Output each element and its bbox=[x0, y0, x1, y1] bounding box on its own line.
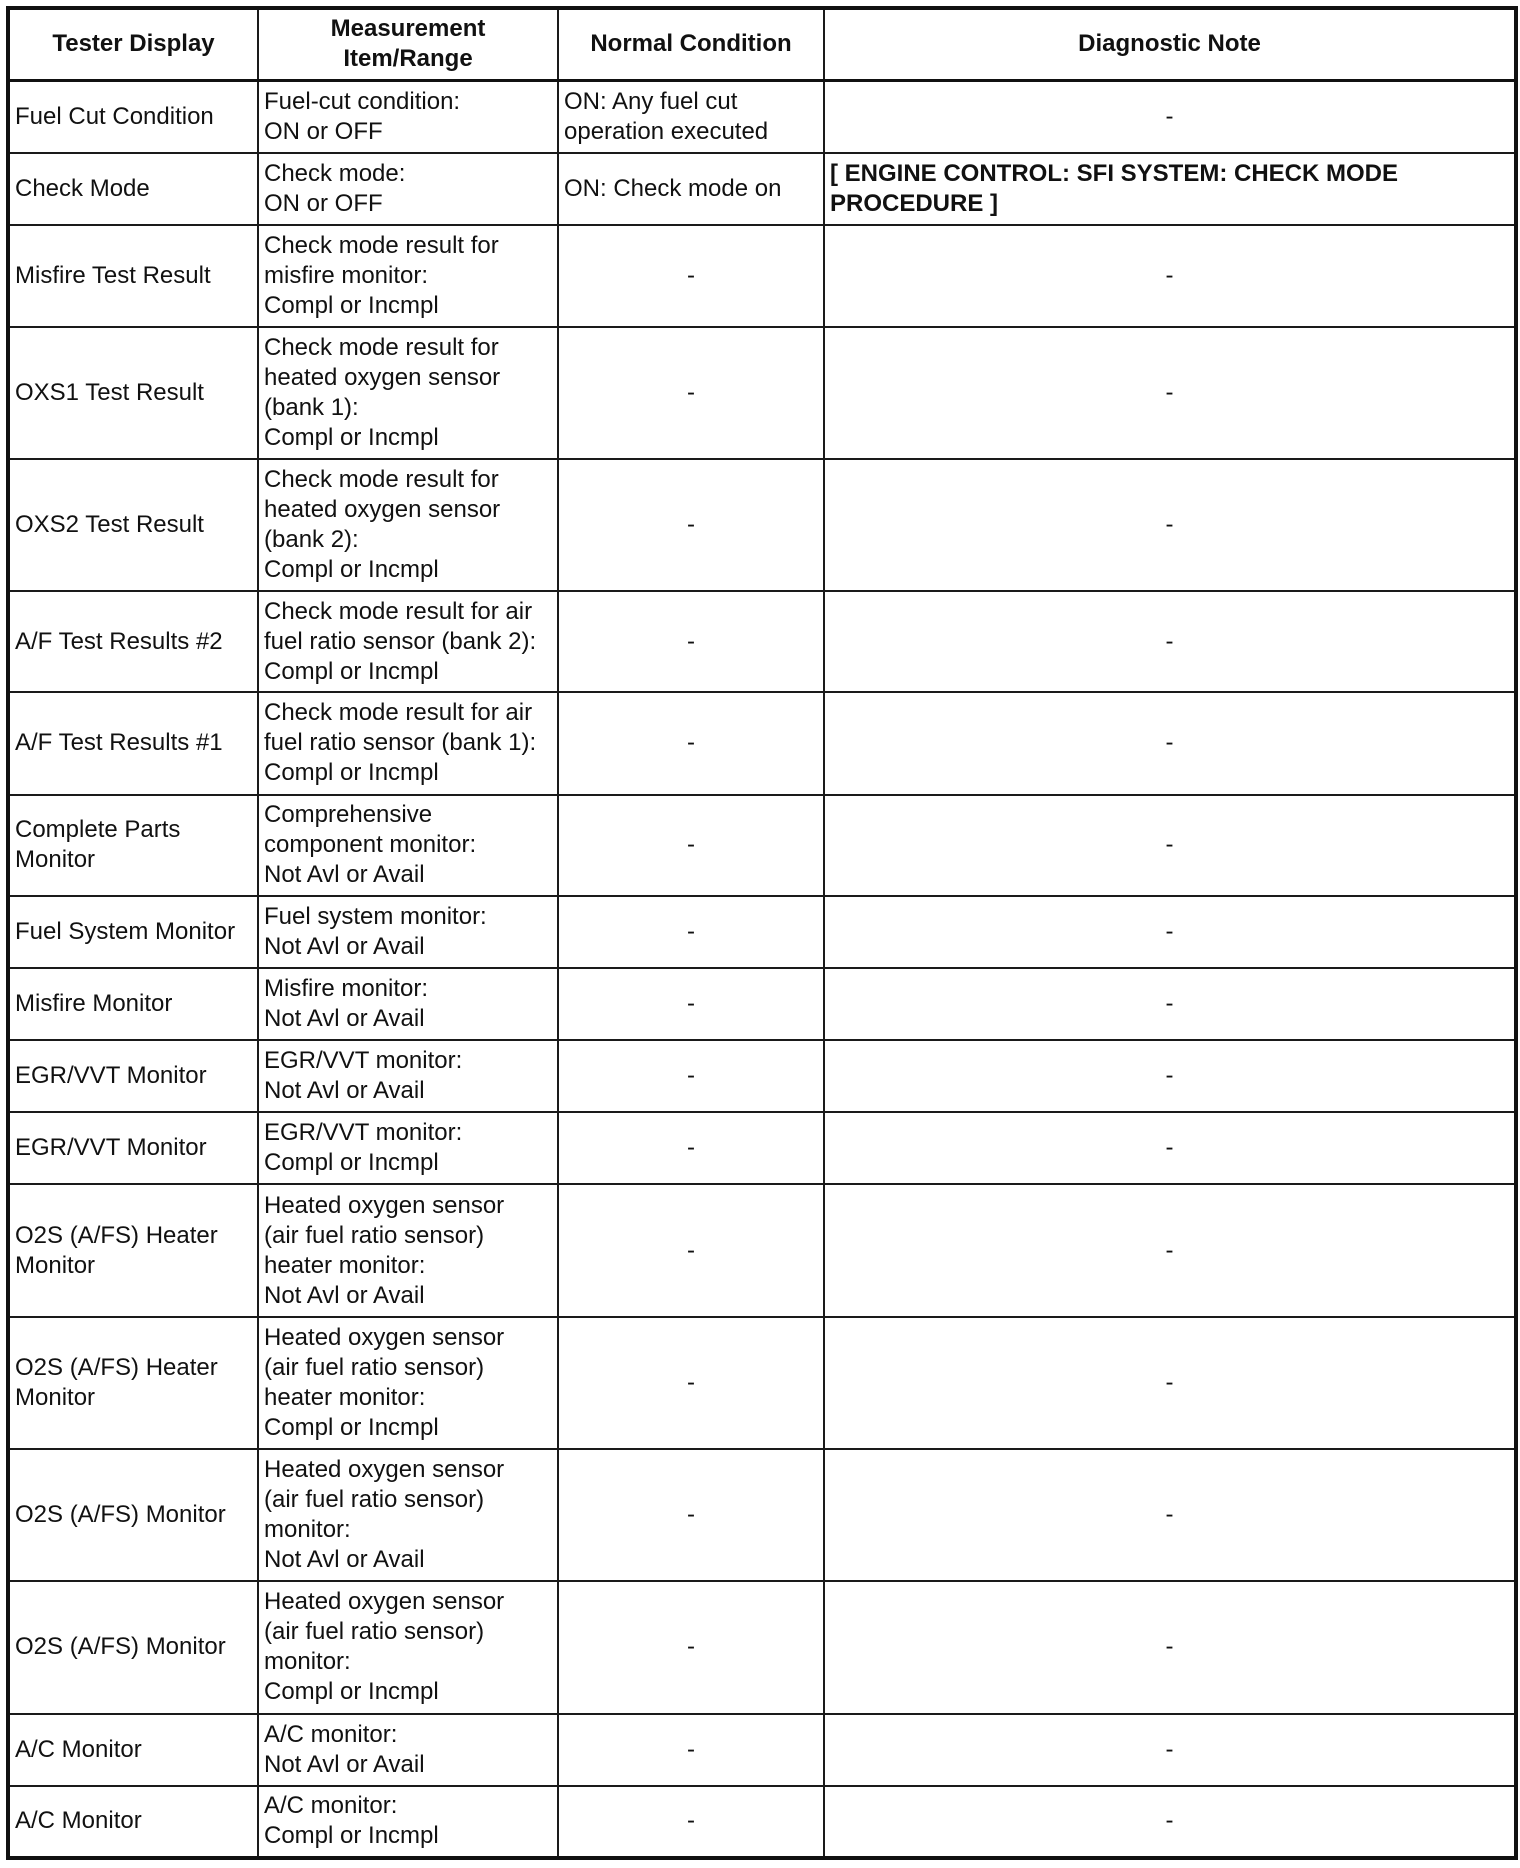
cell-normal-condition bbox=[558, 1581, 824, 1713]
range-line: Comprehensive bbox=[264, 801, 433, 829]
table-row bbox=[8, 1112, 1516, 1184]
cell-tester-display: O2S (A/FS) Monitor bbox=[8, 1449, 258, 1581]
range-line: Not Avl or Avail bbox=[264, 932, 425, 960]
cell-normal-condition bbox=[558, 1184, 824, 1316]
normal-line: ON: Any fuel cut bbox=[564, 87, 738, 115]
cell-normal-condition bbox=[558, 1112, 824, 1184]
cell-diagnostic-note: - bbox=[824, 896, 1516, 968]
cell-measurement-range bbox=[258, 896, 558, 968]
cell-normal-condition bbox=[558, 153, 824, 225]
cell-normal-condition bbox=[558, 1317, 824, 1449]
cell-diagnostic-note: - bbox=[824, 1317, 1516, 1449]
cell-normal-condition bbox=[558, 327, 824, 459]
cell-normal-condition bbox=[558, 1714, 824, 1786]
range-line: monitor: bbox=[264, 1516, 351, 1544]
range-line: monitor: bbox=[264, 1648, 351, 1676]
cell-measurement-range bbox=[258, 591, 558, 692]
range-line: component monitor: bbox=[264, 831, 477, 859]
header-diagnostic-note: Diagnostic Note bbox=[824, 8, 1516, 80]
range-line: (bank 1): bbox=[264, 393, 359, 421]
range-line: Compl or Incmpl bbox=[264, 1149, 439, 1177]
cell-tester-display: OXS1 Test Result bbox=[8, 327, 258, 459]
range-line: EGR/VVT monitor: bbox=[264, 1119, 463, 1147]
range-line: heated oxygen sensor bbox=[264, 495, 501, 523]
cell-diagnostic-note: - bbox=[824, 225, 1516, 326]
range-line: Compl or Incmpl bbox=[264, 423, 439, 451]
range-line: (air fuel ratio sensor) bbox=[264, 1221, 485, 1249]
range-line: heated oxygen sensor bbox=[264, 363, 501, 391]
check-mode-procedure-link[interactable]: [ ENGINE CONTROL: SFI SYSTEM: CHECK MODE PROCEDURE ] bbox=[830, 160, 1399, 218]
table-row bbox=[8, 1449, 1516, 1581]
range-line: Compl or Incmpl bbox=[264, 759, 439, 787]
range-line: (air fuel ratio sensor) bbox=[264, 1353, 485, 1381]
normal-line: - bbox=[687, 1735, 695, 1763]
cell-diagnostic-note: - bbox=[824, 1040, 1516, 1112]
range-line: ON or OFF bbox=[264, 190, 383, 218]
table-row bbox=[8, 225, 1516, 326]
cell-measurement-range bbox=[258, 327, 558, 459]
range-line: A/C monitor: bbox=[264, 1720, 398, 1748]
table-row bbox=[8, 153, 1516, 225]
cell-measurement-range bbox=[258, 1786, 558, 1858]
table-header bbox=[8, 8, 1516, 80]
cell-tester-display: A/C Monitor bbox=[8, 1714, 258, 1786]
range-line: Compl or Incmpl bbox=[264, 1413, 439, 1441]
cell-diagnostic-note: - bbox=[824, 80, 1516, 153]
range-line: misfire monitor: bbox=[264, 261, 429, 289]
cell-measurement-range bbox=[258, 968, 558, 1040]
normal-line: - bbox=[687, 1062, 695, 1090]
cell-tester-display: Misfire Test Result bbox=[8, 225, 258, 326]
normal-line: operation executed bbox=[564, 117, 769, 145]
cell-tester-display: Misfire Monitor bbox=[8, 968, 258, 1040]
table-row bbox=[8, 896, 1516, 968]
cell-diagnostic-note: - bbox=[824, 1786, 1516, 1858]
cell-measurement-range bbox=[258, 795, 558, 896]
range-line: Compl or Incmpl bbox=[264, 657, 439, 685]
cell-diagnostic-note: - bbox=[824, 1449, 1516, 1581]
cell-normal-condition bbox=[558, 1449, 824, 1581]
cell-diagnostic-note: - bbox=[824, 968, 1516, 1040]
range-line: (bank 2): bbox=[264, 525, 359, 553]
range-line: (air fuel ratio sensor) bbox=[264, 1486, 485, 1514]
range-line: Not Avl or Avail bbox=[264, 1750, 425, 1778]
table-row bbox=[8, 1184, 1516, 1316]
table-row bbox=[8, 459, 1516, 591]
cell-normal-condition bbox=[558, 459, 824, 591]
table-body bbox=[8, 80, 1516, 1858]
cell-normal-condition bbox=[558, 795, 824, 896]
normal-line: - bbox=[687, 1633, 695, 1661]
range-line: A/C monitor: bbox=[264, 1792, 398, 1820]
range-line: Heated oxygen sensor bbox=[264, 1323, 505, 1351]
cell-measurement-range bbox=[258, 1317, 558, 1449]
cell-tester-display: O2S (A/FS) Monitor bbox=[8, 1581, 258, 1713]
cell-tester-display: EGR/VVT Monitor bbox=[8, 1040, 258, 1112]
table-row bbox=[8, 1040, 1516, 1112]
range-line: Not Avl or Avail bbox=[264, 1281, 425, 1309]
range-line: Check mode: bbox=[264, 160, 406, 188]
cell-normal-condition bbox=[558, 968, 824, 1040]
range-line: Heated oxygen sensor bbox=[264, 1456, 505, 1484]
diagnostic-table bbox=[6, 6, 1518, 1860]
range-line: Check mode result for bbox=[264, 465, 499, 493]
cell-diagnostic-note bbox=[824, 153, 1516, 225]
normal-line: - bbox=[687, 1368, 695, 1396]
cell-tester-display: Fuel System Monitor bbox=[8, 896, 258, 968]
header-tester-display: Tester Display bbox=[8, 8, 258, 80]
normal-line: - bbox=[687, 627, 695, 655]
cell-diagnostic-note: - bbox=[824, 1184, 1516, 1316]
cell-measurement-range bbox=[258, 692, 558, 794]
cell-normal-condition bbox=[558, 692, 824, 794]
normal-line: ON: Check mode on bbox=[564, 175, 782, 203]
range-line: Heated oxygen sensor bbox=[264, 1191, 505, 1219]
range-line: Not Avl or Avail bbox=[264, 1005, 425, 1033]
range-line: (air fuel ratio sensor) bbox=[264, 1618, 485, 1646]
range-line: Compl or Incmpl bbox=[264, 1678, 439, 1706]
range-line: fuel ratio sensor (bank 1): bbox=[264, 729, 537, 757]
cell-diagnostic-note: - bbox=[824, 1112, 1516, 1184]
cell-measurement-range bbox=[258, 459, 558, 591]
cell-measurement-range bbox=[258, 80, 558, 153]
cell-diagnostic-note: - bbox=[824, 327, 1516, 459]
normal-line: - bbox=[687, 261, 695, 289]
table-row bbox=[8, 1786, 1516, 1858]
cell-diagnostic-note: - bbox=[824, 591, 1516, 692]
table-row bbox=[8, 1581, 1516, 1713]
range-line: Check mode result for air bbox=[264, 597, 533, 625]
cell-diagnostic-note: - bbox=[824, 692, 1516, 794]
normal-line: - bbox=[687, 1236, 695, 1264]
normal-line: - bbox=[687, 378, 695, 406]
cell-normal-condition bbox=[558, 225, 824, 326]
cell-tester-display: O2S (A/FS) Heater Monitor bbox=[8, 1184, 258, 1316]
cell-measurement-range bbox=[258, 1040, 558, 1112]
range-line: Not Avl or Avail bbox=[264, 1546, 425, 1574]
cell-normal-condition bbox=[558, 591, 824, 692]
range-line: ON or OFF bbox=[264, 117, 383, 145]
table-row bbox=[8, 968, 1516, 1040]
range-line: Check mode result for air bbox=[264, 699, 533, 727]
range-line: Fuel-cut condition: bbox=[264, 87, 461, 115]
cell-tester-display: Fuel Cut Condition bbox=[8, 80, 258, 153]
cell-tester-display: Check Mode bbox=[8, 153, 258, 225]
header-normal-condition: Normal Condition bbox=[558, 8, 824, 80]
header-row bbox=[8, 8, 1516, 80]
table-row bbox=[8, 591, 1516, 692]
cell-measurement-range bbox=[258, 1184, 558, 1316]
range-line: Fuel system monitor: bbox=[264, 902, 487, 930]
cell-tester-display: A/C Monitor bbox=[8, 1786, 258, 1858]
cell-tester-display: O2S (A/FS) Heater Monitor bbox=[8, 1317, 258, 1449]
normal-line: - bbox=[687, 729, 695, 757]
cell-measurement-range bbox=[258, 1449, 558, 1581]
cell-diagnostic-note: - bbox=[824, 459, 1516, 591]
table-row bbox=[8, 1317, 1516, 1449]
cell-normal-condition bbox=[558, 1786, 824, 1858]
cell-tester-display: OXS2 Test Result bbox=[8, 459, 258, 591]
range-line: fuel ratio sensor (bank 2): bbox=[264, 627, 537, 655]
cell-measurement-range bbox=[258, 1112, 558, 1184]
cell-measurement-range bbox=[258, 225, 558, 326]
cell-normal-condition bbox=[558, 1040, 824, 1112]
range-line: Check mode result for bbox=[264, 231, 499, 259]
cell-diagnostic-note: - bbox=[824, 1714, 1516, 1786]
range-line: Compl or Incmpl bbox=[264, 555, 439, 583]
cell-measurement-range bbox=[258, 1714, 558, 1786]
normal-line: - bbox=[687, 917, 695, 945]
normal-line: - bbox=[687, 990, 695, 1018]
header-measurement-range: Measurement Item/Range bbox=[258, 8, 558, 80]
range-line: heater monitor: bbox=[264, 1383, 426, 1411]
range-line: Not Avl or Avail bbox=[264, 1077, 425, 1105]
cell-tester-display: A/F Test Results #2 bbox=[8, 591, 258, 692]
table-row bbox=[8, 327, 1516, 459]
cell-measurement-range bbox=[258, 153, 558, 225]
cell-measurement-range bbox=[258, 1581, 558, 1713]
normal-line: - bbox=[687, 510, 695, 538]
range-line: EGR/VVT monitor: bbox=[264, 1047, 463, 1075]
cell-tester-display: Complete Parts Monitor bbox=[8, 795, 258, 896]
cell-normal-condition bbox=[558, 896, 824, 968]
table-row bbox=[8, 795, 1516, 896]
range-line: Misfire monitor: bbox=[264, 975, 429, 1003]
cell-normal-condition bbox=[558, 80, 824, 153]
table-row bbox=[8, 80, 1516, 153]
table-row bbox=[8, 1714, 1516, 1786]
range-line: Compl or Incmpl bbox=[264, 1822, 439, 1850]
range-line: Heated oxygen sensor bbox=[264, 1588, 505, 1616]
range-line: Not Avl or Avail bbox=[264, 861, 425, 889]
cell-tester-display: A/F Test Results #1 bbox=[8, 692, 258, 794]
cell-tester-display: EGR/VVT Monitor bbox=[8, 1112, 258, 1184]
normal-line: - bbox=[687, 1134, 695, 1162]
cell-diagnostic-note: - bbox=[824, 1581, 1516, 1713]
range-line: Check mode result for bbox=[264, 333, 499, 361]
range-line: Compl or Incmpl bbox=[264, 291, 439, 319]
normal-line: - bbox=[687, 831, 695, 859]
table-row bbox=[8, 692, 1516, 794]
normal-line: - bbox=[687, 1501, 695, 1529]
range-line: heater monitor: bbox=[264, 1251, 426, 1279]
cell-diagnostic-note: - bbox=[824, 795, 1516, 896]
normal-line: - bbox=[687, 1807, 695, 1835]
